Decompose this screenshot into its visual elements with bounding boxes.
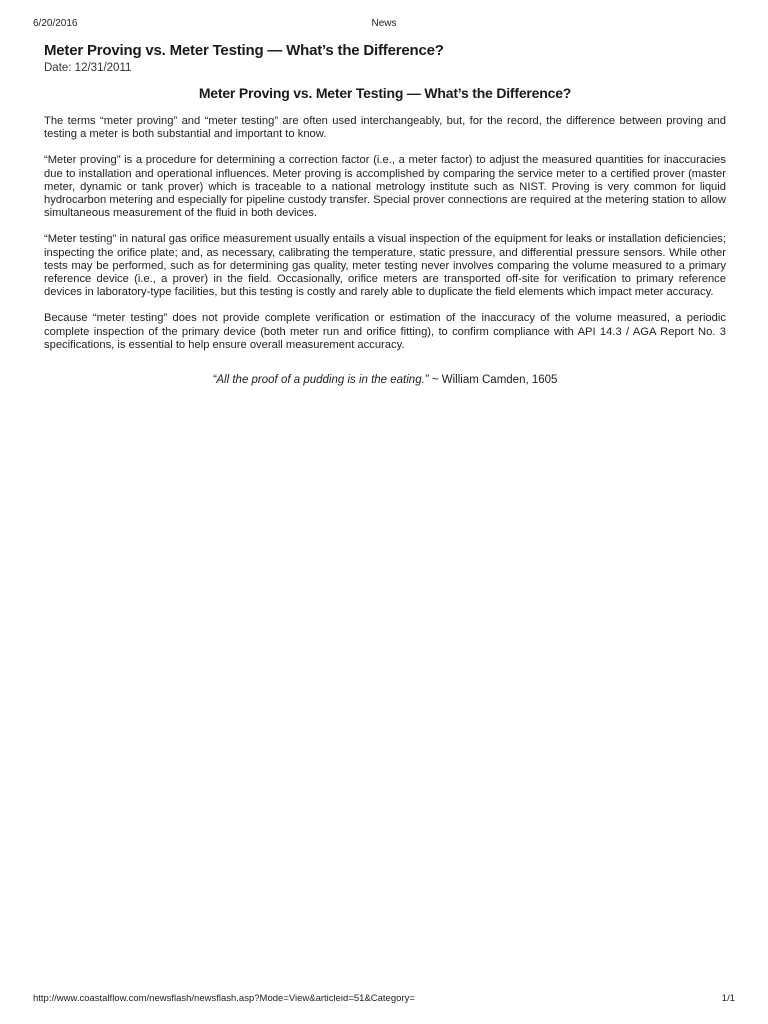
paragraph-meter-testing: “Meter testing” in natural gas orifice measurement usually entails a visual inspection of the equipment for leaks or installation deficiencies; inspecting the orifice plate; and, as necessary, calibrating the temperature, static pressure, and differential pressure sensors. While other tests may be performed, such as for determining gas quality, meter testing never involves comparing the volume measured to a primary reference device (i.e., a prover) in the field. Occasionally, orifice meters are transported off-site for verification to primary reference devices in laboratory-type facilities, but this testing is costly and rarely able to duplicate the field elements which impact meter accuracy. [44,233,726,299]
paragraph-meter-proving: “Meter proving” is a procedure for determining a correction factor (i.e., a meter factor) to adjust the measured quantities for inaccuracies due to installation and operational influences. Meter proving is accomplished by comparing the service meter to a certified prover (master meter, dynamic or tank prover) which is traceable to a national metrology institute such as NIST. Proving is very common for liquid hydrocarbon metering and especially for pipeline custody transfer. Special prover connections are required at the metering station to allow simultaneous measurement of the fluid in both devices. [44,154,726,220]
article-body [44,85,726,386]
content-heading: Meter Proving vs. Meter Testing — What’s the Difference? [198,85,572,101]
print-header-date: 6/20/2016 [33,18,78,29]
paragraph-intro: The terms “meter proving” and “meter testing” are often used interchangeably, but, for the record, the difference between proving and testing a meter is both substantial and important to know. [44,115,726,141]
quote-text: “All the proof of a pudding is in the eating.” [212,374,429,387]
article-title: Meter Proving vs. Meter Testing — What’s the Difference? [44,42,444,59]
footer-url: http://www.coastalflow.com/newsflash/newsflash.asp?Mode=View&articleid=51&Category= [33,993,415,1004]
quote-attribution: ~ William Camden, 1605 [428,374,558,387]
quote [44,374,726,386]
footer-page-number: 1/1 [721,993,735,1004]
print-header [0,18,768,32]
article-date: Date: 12/31/2011 [44,62,132,74]
paragraph-conclusion: Because “meter testing” does not provide complete verification or estimation of the inaccuracy of the volume measured, a periodic complete inspection of the primary device (both meter run and orifice fitting), to confirm compliance with API 14.3 / AGA Report No. 3 specifications, is essential to help ensure overall measurement accuracy. [44,312,726,351]
print-header-title: News [371,18,397,29]
print-footer [0,993,768,1007]
